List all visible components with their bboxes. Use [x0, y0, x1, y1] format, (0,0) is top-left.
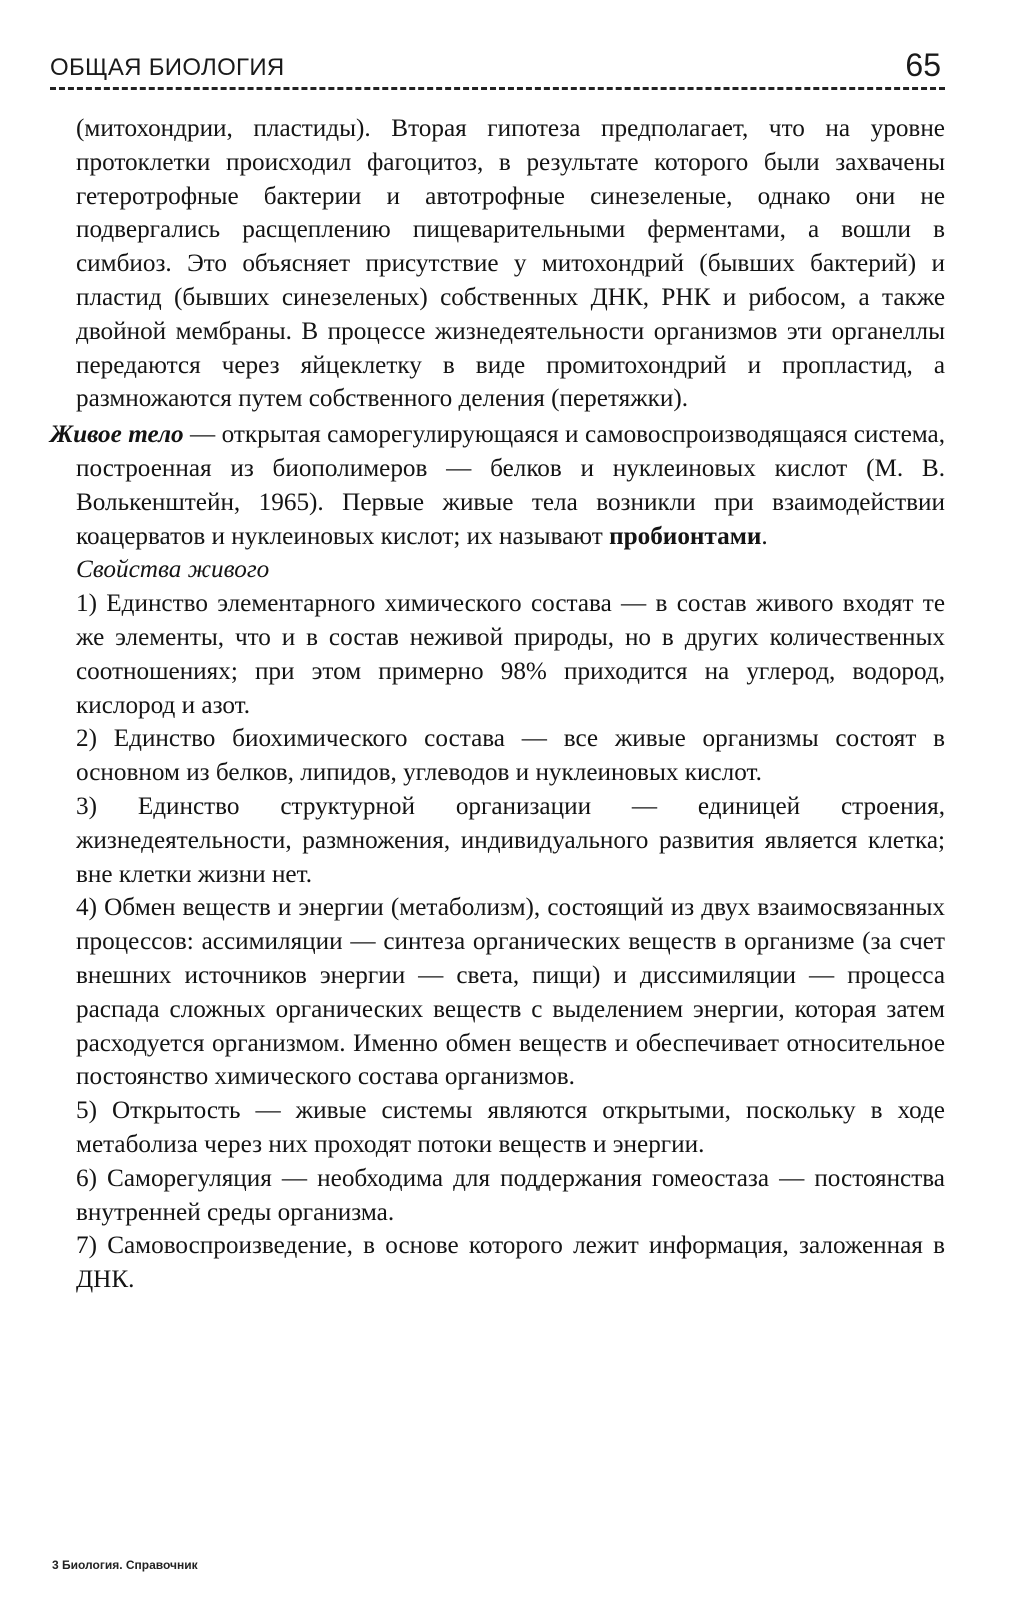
page-number: 65: [905, 47, 941, 83]
page-body: [50, 112, 945, 1297]
property-item-4: 4) Обмен веществ и энергии (метаболизм), состоящий из двух взаимосвязанных процессов: ассимиляции — синтеза органических веществ в организме (за счет внешних источников энергии — света, пищи) и диссимиляции — процесса распада сложных органических веществ с выделением энергии, которая затем расходуется организмом. Именно обмен веществ и обеспечивает относительное постоянство химического состава организмов.: [76, 894, 945, 1091]
definition-paragraph: [50, 418, 945, 553]
property-item-5: 5) Открытость — живые системы являются открытыми, поскольку в ходе метаболиза через них проходят потоки веществ и энергии.: [76, 1097, 945, 1158]
property-item-6: 6) Саморегуляция — необходима для поддержания гомеостаза — постоянства внутренней среды организма.: [76, 1164, 945, 1226]
property-item-2: 2) Единство биохимического состава — все живые организмы состоят в основном из белков, липидов, углеводов и нуклеиновых кислот.: [76, 725, 945, 787]
intro-paragraph: (митохондрии, пластиды). Вторая гипотеза предполагает, что на уровне протоклетки происходил фагоцитоз, в результате которого были захвачены гетеротрофные бактерии и автотрофные синезеленые, однако они не подвергались расщеплению пищеварительными ферментами, а вошли в симбиоз. Это объясняет присутствие у митохондрий (бывших бактерий) и пластид (бывших синезеленых) собственных ДНК, РНК и рибосом, а также двойной мембраны. В процессе жизнедеятельности организмов эти органеллы передаются через яйцеклетку в виде промитохондрий и пропластид, а размножаются путем собственного деления (перетяжки).: [76, 115, 945, 413]
properties-heading: Свойства живого: [76, 556, 270, 584]
page-header: [50, 40, 945, 90]
running-header-title: ОБЩАЯ БИОЛОГИЯ: [50, 54, 285, 81]
definition-end: .: [761, 522, 768, 550]
property-item-7: 7) Самовоспроизведение, в основе которого лежит информация, заложенная в ДНК.: [76, 1232, 945, 1294]
definition-term: Живое тело: [50, 421, 184, 449]
header-dashed-rule: [50, 87, 945, 90]
definition-text: — открытая саморегулирующаяся и самовоспроизводящаяся система, построенная из биополимеров — белков и нуклеиновых кислот (М. В. Волькенштейн, 1965). Первые живые тела возникли при взаимодействии коацерватов и нуклеиновых кислот; их называют: [76, 421, 945, 550]
definition-bold-term: пробионтами: [609, 522, 762, 550]
page-footer: 3 Биология. Справочник: [52, 1558, 198, 1572]
property-item-3: 3) Единство структурной организации — единицей строения, жизнедеятельности, размножения, индивидуального развития является клетка; вне клетки жизни нет.: [76, 792, 945, 888]
property-item-1: 1) Единство элементарного химического состава — в состав живого входят те же элементы, что и в состав неживой природы, но в других количественных соотношениях; при этом примерно 98% приходится на углерод, водород, кислород и азот.: [76, 590, 945, 719]
